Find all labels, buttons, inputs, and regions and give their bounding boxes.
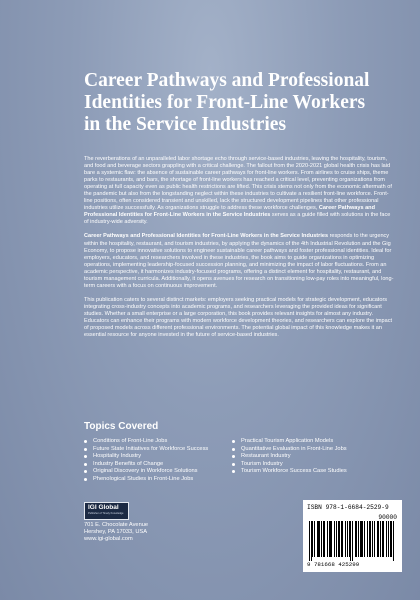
topic-item: Tourism Workforce Success Case Studies [232,468,362,475]
barcode-bar [355,521,356,557]
barcode-bar [388,521,389,557]
barcode-bar [323,521,324,557]
barcode-bar [311,521,312,561]
topic-item: Conditions of Front-Line Jobs [84,438,214,445]
isbn-barcode-block [303,500,402,572]
barcode-bar [358,521,359,557]
topic-item: Quantitative Evaluation in Front-Line Jobs [232,446,362,453]
topic-item: Phenological Studies in Front-Line Jobs [84,476,214,483]
barcode-bar [390,521,391,557]
topic-item: Hospitality Industry [84,453,214,460]
barcode-bar [372,521,373,557]
barcode-bar [350,521,351,561]
barcode-bar [352,521,353,561]
description-text: serves as a guide filled with solutions in the face of industry-wide adversity. [84,212,391,226]
barcode-bar [330,521,331,557]
description-paragraph-3: This publication caters to several distinct markets: employers seeking practical models for strategic development, educators integrating cross-industry concepts into academic programs, and researchers leveraging the provided ideas for significant studies. Whether a small enterprise or a large corporation, this book provides relevant insights for almost any industry. Educators can enhance their programs with modern workforce development theories, and researchers can explore the impact of proposed models across different professional environments. The potential global impact of this knowledge makes it an essential resource for anyone invested in the future of service-based industries. [84,296,393,339]
description-paragraph-2 [84,233,394,289]
publisher-website: www.igi-global.com [84,536,133,543]
barcode-bar [342,521,343,557]
barcode-bar [361,521,362,557]
barcode-bar [334,521,335,557]
barcode-bar [317,521,318,557]
book-title: Career Pathways and Professional Identities for Front-Line Workers in the Service Industries [84,70,370,135]
barcode-bar [377,521,378,557]
barcode-bar [360,521,361,557]
topics-heading: Topics Covered [84,421,159,432]
barcode-bar [321,521,322,557]
barcode-bar [374,521,375,557]
book-title-mention: Career Pathways and Professional Identities for Front-Line Workers in the Service Industries [84,205,375,219]
barcode-bar [331,521,332,557]
barcode-bar [347,521,348,557]
barcode-bar [364,521,365,557]
barcode-bar [312,521,313,557]
barcode-bar [319,521,320,557]
price-code: 90000 [378,514,397,521]
publisher-logo-tagline: Publisher of Timely Knowledge [88,512,124,515]
barcode-bar [341,521,342,557]
topic-item: Future State Initiatives for Workforce Success [84,446,214,453]
book-description [84,156,394,346]
barcode-bars [309,521,397,561]
barcode-bar [339,521,340,557]
barcode-bar [336,521,337,557]
ean-digits: 9 781668 425299 [307,561,360,568]
address-street: 701 E. Chocolate Avenue [84,522,149,528]
barcode-bar [338,521,339,557]
barcode-bar [369,521,370,557]
barcode-bar [329,521,330,557]
barcode-bar [327,521,328,557]
description-text: The reverberations of an unparalleled labor shortage echo through service-based industries, leaving the hospitality, tourism, and food and beverage sectors grappling with a critical challenge. The fallout from the 2020-2021 global health crisis has laid bare a systemic flaw: the absence of sustainable career pathways for front-line workers. From airlines to cruise ships, theme parks to restaurants, and bars, the shortage of front-line workers has reached a critical level, preventing organizations from operating at full capacity even as public health restrictions are lifted. This crisis stems not only from the economic aftermath of the pandemic but also from the longstanding neglect within these industries to cultivate a resilient front-line workforce. Front-line positions, often considered transient and unskilled, lack the structured development pipelines that other professional industries utilize successfully. As organizations struggle to address these workforce challenges, [84,156,392,212]
barcode-bar [370,521,371,557]
barcode-bar [383,521,384,557]
barcode-bar [393,521,394,561]
publisher-logo [84,502,129,520]
barcode-bar [391,521,392,557]
topic-item: Original Discovery in Workforce Solutions [84,468,214,475]
barcode-bar [309,521,310,561]
topic-item: Practical Tourism Application Models [232,438,362,445]
barcode-bar [380,521,381,557]
topics-list-left [84,438,214,484]
barcode-bar [349,521,350,557]
barcode-bar [318,521,319,557]
description-paragraph-1 [84,156,394,226]
topic-item: Tourism Industry [232,461,362,468]
barcode-bar [345,521,346,557]
isbn-text: ISBN 978-1-6684-2529-9 [307,504,389,511]
address-city: Hershey, PA 17033, USA [84,529,148,536]
barcode-bar [382,521,383,557]
topic-item: Restaurant Industry [232,453,362,460]
barcode-bar [378,521,379,557]
description-text: responds to the urgency within the hospitality, restaurant, and tourism industries, by applying the dynamics of the 4th Industrial Revolution and the Gig Economy, to propose innovative solutions to engineer sustainable career pathways and foster professional identities. Ideal for employers, educators, and researchers involved in these industries, the book aims to guide organizations in optimizing operations, implementing leadership-focused succession planning, and minimizing the impact of labor fluctuations. From an academic perspective, it harmonizes industry-focused programs, offering a distinct element for hospitality, restaurant, and tourism management curricula. Additionally, it opens avenues for research on transitioning low-pay roles into meaningful, long-term careers with a focus on continuous improvement. [84,233,394,289]
barcode-bar [367,521,368,557]
barcode-bar [356,521,357,557]
barcode-bar [386,521,387,557]
barcode-bar [324,521,325,557]
barcode-bar [314,521,315,557]
book-title-mention: Career Pathways and Professional Identities for Front-Line Workers in the Service Industries [84,233,329,240]
publisher-address [84,522,148,544]
topic-item: Industry Benefits of Change [84,461,214,468]
topics-list-right [232,438,362,476]
barcode-bar [362,521,363,557]
publisher-logo-text: IGI Global [88,504,119,511]
